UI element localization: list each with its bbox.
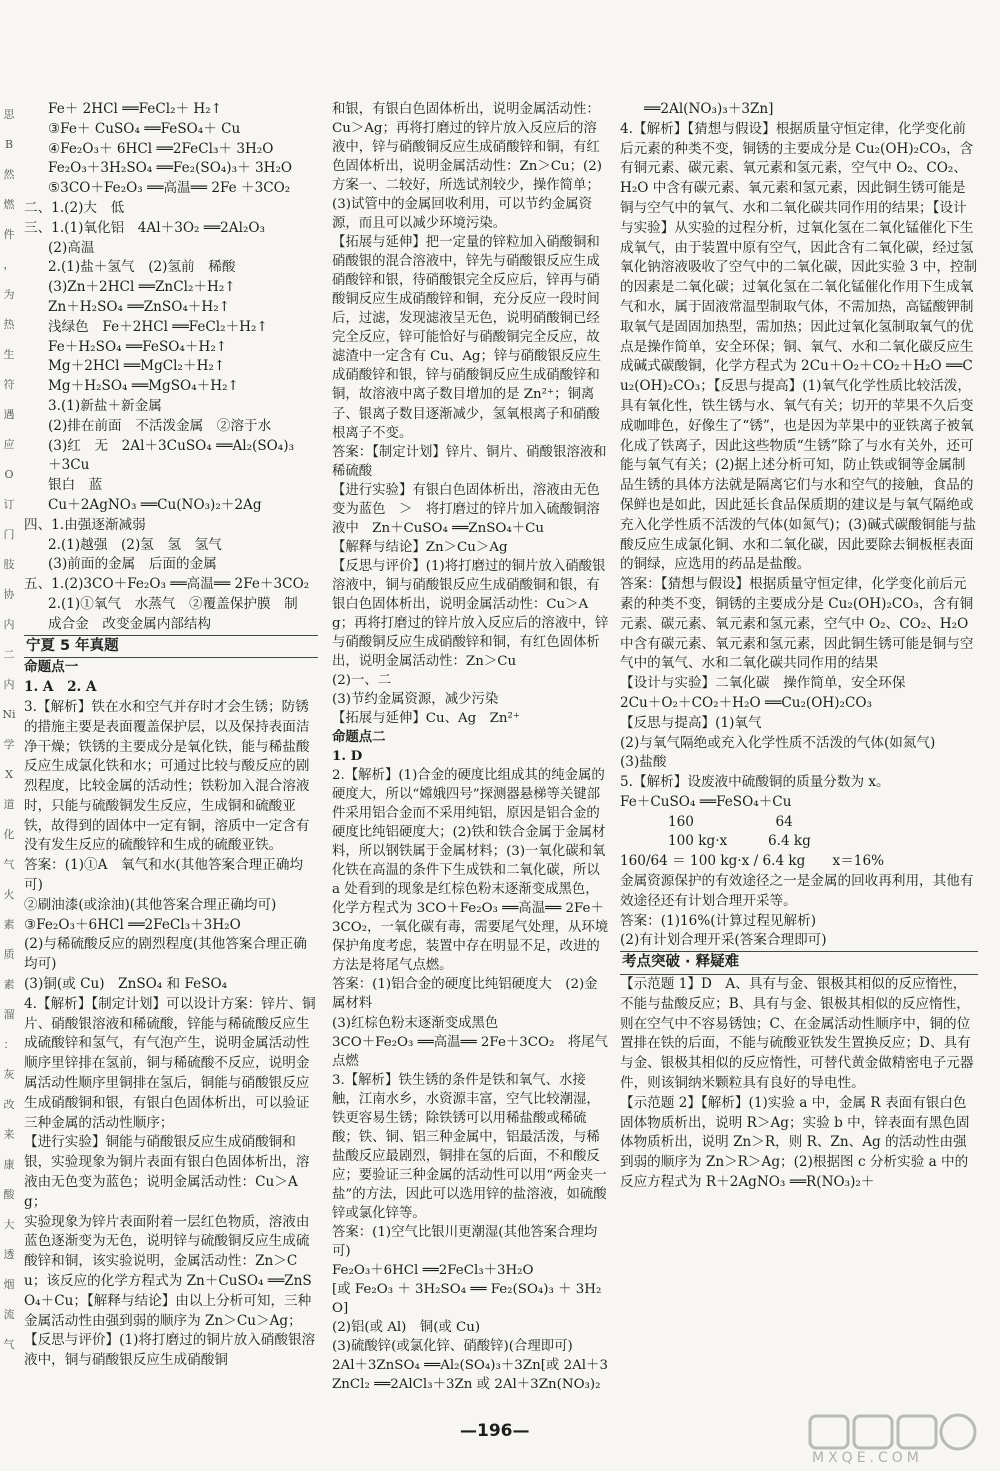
margin-glyph: 思 xyxy=(3,108,15,121)
text-line: ④Fe₂O₃＋ 6HCl ══2FeCl₃＋ 3H₂O xyxy=(48,140,274,157)
margin-glyph: 气 xyxy=(3,858,15,871)
watermark-text: MXQE.COM xyxy=(812,1450,923,1466)
text-line: 3.(1)新盐＋新金属 xyxy=(48,397,162,414)
text-line: ③Fe₂O₃＋6HCl ══2FeCl₃＋3H₂O xyxy=(24,916,241,933)
page-number: —196— xyxy=(460,1421,530,1441)
column-1 xyxy=(24,100,318,1371)
text-line: 【拓展与延伸】把一定量的锌粒加入硝酸铜和硝酸银的混合溶液中，锌先与硝酸银反应生成硝酸锌和银，待硝酸银完全反应后，锌再与硝酸铜反应生成硝酸锌和铜，充分反应一段时间后，过滤，发现滤液呈无色，说明硝酸铜已经完全反应，锌可能恰好与硝酸铜完全反应，故滤渣中一定含有 Cu、Ag；锌与硝酸银反应生成硝酸锌和银，锌与硝酸铜反应生成硝酸锌和铜，故溶液中离子数目增加的是 Zn²⁺；铜离子、银离子数目逐渐减少，氢氧根离子和硝酸根离子不变。 xyxy=(332,235,602,441)
margin-glyph: 件 xyxy=(3,228,15,241)
text-line: Zn＋H₂SO₄ ══ZnSO₄＋H₂↑ xyxy=(48,298,231,315)
section-title: 考点突破 · 释疑难 xyxy=(620,951,978,975)
margin-glyph: 订 xyxy=(3,498,15,511)
margin-glyph: 学 xyxy=(3,738,15,751)
text-line: (2)铝(或 Al) 铜(或 Cu) xyxy=(332,1320,481,1335)
text-line: 答案：(1)铝合金的硬度比纯铝硬度大 (2)金属材料 xyxy=(332,977,598,1012)
margin-glyph: 气 xyxy=(3,1338,15,1351)
text-line: 【示范题 1】D A、具有与金、银极其相似的反应惰性，不能与盐酸反应；B、具有与金、银极其相似的反应惰性，则在空气中不容易锈蚀；C、在金属活动性顺序中，铜的位置排在铁的后面，不能与硫酸亚铁发生置换反应；D、具有与金、银极其相似的反应惰性，可替代黄金做精密电子元器件，则该铜纳米颗粒具有良好的导电性。 xyxy=(620,976,974,1092)
text-line: 银白 蓝 xyxy=(48,477,103,494)
margin-glyph: 流 xyxy=(3,1308,15,1321)
margin-glyph: ， xyxy=(3,258,15,271)
margin-glyph: 为 xyxy=(3,288,15,301)
text-line: (3)铜(或 Cu) ZnSO₄ 和 FeSO₄ xyxy=(24,976,228,993)
margin-glyph: 符 xyxy=(3,378,15,391)
text-line: 【进行实验】有银白色固体析出，溶液由无色变为蓝色 ＞ 将打磨过的锌片加入硫酸铜溶液中 Zn＋CuSO₄ ══ZnSO₄＋Cu xyxy=(332,482,600,536)
margin-glyph: B xyxy=(4,138,14,151)
margin-glyph: 烟 xyxy=(3,1278,15,1291)
margin-glyph: 质 xyxy=(3,948,15,961)
margin-glyph: 改 xyxy=(3,1098,15,1111)
text-line: (2)高温 xyxy=(48,239,95,256)
text-line: (3)Zn＋2HCl ══ZnCl₂＋H₂↑ xyxy=(48,279,236,296)
text-line: 答案：(1)①A 氧气和水(其他答案合理正确均可) xyxy=(24,857,304,894)
text-line: (2)有计划合理开采(答案合理即可) xyxy=(620,932,827,949)
text-line: [或 Fe₂O₃ ＋ 3H₂SO₄ ══ Fe₂(SO₄)₃ ＋ 3H₂O] xyxy=(332,1281,602,1316)
margin-glyph: 内 xyxy=(3,678,15,691)
text-line: ②刷油漆(或涂油)(其他答案合理正确均可) xyxy=(24,896,277,913)
text-line: 2.(1)越强 (2)氢 氢 氢气 xyxy=(48,536,222,553)
text-line: ＋3Cu xyxy=(48,457,90,474)
margin-glyph: 素 xyxy=(3,918,15,931)
margin-glyph: 遇 xyxy=(3,408,15,421)
margin-glyph: 火 xyxy=(3,888,15,901)
text-line: 5.【解析】设废液中硫酸铜的质量分数为 x。 xyxy=(620,774,890,791)
margin-glyph: Ni xyxy=(2,708,16,721)
margin-glyph: 热 xyxy=(3,318,15,331)
column-3 xyxy=(620,100,978,1193)
text-line: Fe＋H₂SO₄ ══FeSO₄＋H₂↑ xyxy=(48,338,228,355)
left-margin-bleed xyxy=(0,100,18,1400)
text-line: 2Cu＋O₂＋CO₂＋H₂O ══Cu₂(OH)₂CO₃ xyxy=(620,694,872,711)
text-line: 【解释与结论】Zn＞Cu＞Ag xyxy=(332,539,508,555)
text-line: (3)红棕色粉末逐渐变成黑色 xyxy=(332,1015,499,1031)
margin-glyph: 应 xyxy=(3,438,15,451)
margin-glyph: O xyxy=(4,468,14,481)
text-line: ⑤3CO＋Fe₂O₃ ══高温══ 2Fe ＋3CO₂ xyxy=(48,180,291,197)
text-line: (3)前面的金属 后面的金属 xyxy=(48,556,217,573)
text-line: 160/64 ＝ 100 kg·x / 6.4 kg x＝16% xyxy=(620,853,885,870)
text-line: 1. A 2. A xyxy=(24,679,97,696)
text-line: (3)盐酸 xyxy=(620,754,667,771)
text-line: Mg＋2HCl ══MgCl₂＋H₂↑ xyxy=(48,358,226,375)
text-line: (2)一、二 xyxy=(332,672,392,688)
margin-glyph: 燃 xyxy=(3,198,15,211)
text-line: 四、1.由强逐渐减弱 xyxy=(24,516,146,533)
text-line: 3CO＋Fe₂O₃ ══高温══ 2Fe＋3CO₂ 将尾气点燃 xyxy=(332,1034,608,1069)
text-line: ③Fe＋ CuSO₄ ══FeSO₄＋ Cu xyxy=(48,120,241,137)
text-line: 【反思与提高】(1)氧气 xyxy=(620,714,762,731)
text-line: Fe＋CuSO₄ ══FeSO₄＋Cu xyxy=(620,793,792,810)
text-line: 和银，有银白色固体析出，说明金属活动性：Cu＞Ag；再将打磨过的锌片放入反应后的溶液中，锌与硝酸铜反应生成硝酸锌和铜，有红色固体析出，说明金属活动性：Zn＞Cu；(2)方案一、二较好，所选试剂较少，操作简单；(3)试管中的金属回收利用，可以节约金属资源，而且可以减少环境污染。 xyxy=(332,102,603,232)
margin-glyph: 康 xyxy=(3,1158,15,1171)
text-line: Cu＋2AgNO₃ ══Cu(NO₃)₂＋2Ag xyxy=(48,496,262,513)
text-line: Mg＋H₂SO₄ ══MgSO₄＋H₂↑ xyxy=(48,378,239,395)
margin-glyph: 灰 xyxy=(3,1068,15,1081)
text-line: 160 64 xyxy=(668,813,793,830)
text-line: 二、1.(2)大 低 xyxy=(24,199,125,216)
margin-glyph: 溜 xyxy=(3,1008,15,1021)
margin-glyph: 内 xyxy=(3,618,15,631)
text-line: (2)排在前面 不活泼金属 ②溶于水 xyxy=(48,417,272,434)
text-line: 【示范题 2】【解析】(1)实验 a 中，金属 R 表面有银白色固体物质析出，说明 R＞Ag；实验 b 中，锌表面有黑色固体物质析出，说明 Zn＞R，则 R、Zn、Ag 的活动性由强到弱的顺序为 Zn＞R＞Ag；(2)根据图 c 分析实验 a 中的反应方程式为 R＋2AgNO₃ ══R(NO₃)₂＋ xyxy=(620,1094,970,1191)
margin-glyph: 道 xyxy=(3,798,15,811)
section-title: 宁夏 5 年真题 xyxy=(24,635,318,659)
text-line: 命题点一 xyxy=(24,659,79,676)
margin-glyph: 透 xyxy=(3,1248,15,1261)
text-line: 【拓展与延伸】Cu、Ag Zn²⁺ xyxy=(332,711,520,726)
text-line: (2)与氧气隔绝或充入化学性质不活泼的气体(如氮气) xyxy=(620,734,936,751)
text-line: 【反思与评价】(1)将打磨过的铜片放入硝酸银溶液中，铜与硝酸银反应生成硝酸铜和银，有银白色固体析出，说明金属活动性：Cu＞Ag；再将打磨过的锌片放入反应后的溶液中，锌与硝酸铜反应生成硝酸锌和铜，有红色固体析出，说明金属活动性：Zn＞Cu xyxy=(332,558,609,669)
text-line: Fe₂O₃＋6HCl ══2FeCl₃＋3H₂O xyxy=(332,1262,534,1278)
text-line: (3)硫酸锌(或氯化锌、硝酸锌)(合理即可) xyxy=(332,1339,573,1355)
text-line: 浅绿色 Fe＋2HCl ══FeCl₂＋H₂↑ xyxy=(48,318,268,335)
text-line: 2.【解析】(1)合金的硬度比组成其的纯金属的硬度大，所以“嫦娥四号”探测器悬梯等关键部件采用铝合金而不采用纯铝，原因是铝合金的硬度比纯铝硬度大；(2)铁和铁合金属于金属材料，所以钢铁属于金属材料；(3)一氧化碳和氧化铁在高温的条件下生成铁和二氧化碳，所以 a 处看到的现象是红棕色粉末逐渐变成黑色，化学方程式为 3CO＋Fe₂O₃ ══高温══ 2Fe＋3CO₂，一氧化碳有毒，需要尾气处理，从环境保护角度考虑，装置中存在明显不足，改进的方法是将尾气点燃。 xyxy=(332,768,609,974)
margin-glyph: ： xyxy=(3,1038,15,1051)
margin-glyph: 素 xyxy=(3,978,15,991)
text-line: 2.(1)①氧气 水蒸气 ②覆盖保护膜 制 xyxy=(48,595,298,612)
text-line: 命题点二 xyxy=(332,729,386,746)
watermark-icon xyxy=(808,1412,983,1452)
text-line: 三、1.(1)氧化铝 4Al＋3O₂ ══2Al₂O₃ xyxy=(24,219,265,236)
text-line: 答案：【猜想与假设】根据质量守恒定律，化学变化前后元素的种类不变，铜锈的主要成分是 Cu₂(OH)₂CO₃，含有铜元素、碳元素、氧元素和氢元素，空气中 O₂、CO₂、H₂O 中含有碳元素、氧元素和氢元素，因此铜生锈可能是铜与空气中的氧气、水和二氧化碳共同作用的结果 xyxy=(620,576,974,672)
margin-glyph: 大 xyxy=(3,1218,15,1231)
text-line: Fe＋ 2HCl ══FeCl₂＋ H₂↑ xyxy=(48,101,223,117)
text-line: 答案：(1)空气比银川更潮湿(其他答案合理均可) xyxy=(332,1224,598,1259)
text-line: 2.(1)盐＋氢气 (2)氢前 稀酸 xyxy=(48,259,236,276)
text-line: Fe₂O₃＋3H₂SO₄ ══Fe₂(SO₄)₃＋ 3H₂O xyxy=(48,160,293,177)
text-line: (3)节约金属资源，减少污染 xyxy=(332,691,499,707)
text-line: 1. D xyxy=(332,748,363,765)
text-line: 4.【解析】【猜想与假设】根据质量守恒定律，化学变化前后元素的种类不变，铜锈的主要成分是 Cu₂(OH)₂CO₃，含有铜元素、碳元素、氧元素和氢元素，空气中 O₂、CO₂、H₂O 中含有碳元素、氧元素和氢元素，因此铜生锈可能是铜与空气中的氧气、水和二氧化碳共同作用的结果；【设计与实验】从实验的过程分析，过氧化氢在二氧化锰催化下生成氧气，由于装置中原有空气，因此含有二氧化碳，经过氢氧化钠溶液吸收了空气中的二氧化碳，因此实验 3 中，控制的因素是二氧化碳；过氧化氢在二氧化锰催化作用下生成氧气和水，属于固液常温型制取气体，不需加热，高锰酸钾制取氧气是固固加热型，需加热；因此过氧化氢制取氧气的优点是操作简单，安全环保；铜、氧气、水和二氧化碳反应生成碱式碳酸铜，化学方程式为 2Cu＋O₂＋CO₂＋H₂O ══Cu₂(OH)₂CO₃；【反思与提高】(1)氧气化学性质比较活泼，具有氧化性，铁生锈与水、氧气有关；切开的苹果不久后变成咖啡色，好像生了“锈”，也是因为苹果中的亚铁离子被氧化成了铁离子，因此这些物质“生锈”除了与水有关外，还可能与氧气有关；(2)据上述分析可知，防止铁或铜等金属制品生锈的具体方法就是隔离它们与水和空气的接触，食品的保鲜也是如此，因此延长食品保质期的建议是与氧气隔绝或充入化学性质不活泼的气体(如氮气)；(3)碱式碳酸铜能与盐酸反应生成氯化铜、水和二氧化碳，因此要除去铜板框表面的铜绿，应选用的药品是盐酸。 xyxy=(620,120,978,573)
watermark-logo xyxy=(808,1412,983,1468)
margin-glyph: 化 xyxy=(3,828,15,841)
margin-glyph: 协 xyxy=(3,588,15,601)
margin-glyph: 生 xyxy=(3,348,15,361)
text-line: 100 kg·x 6.4 kg xyxy=(668,833,811,850)
margin-glyph: 酸 xyxy=(3,1188,15,1201)
margin-glyph: 肢 xyxy=(3,558,15,571)
text-line: 2Al＋3ZnSO₄ ══Al₂(SO₄)₃＋3Zn[或 2Al＋3ZnCl₂ ══2AlCl₃＋3Zn 或 2Al＋3Zn(NO₃)₂ xyxy=(332,1358,608,1393)
text-line: (3)红 无 2Al＋3CuSO₄ ══Al₂(SO₄)₃ xyxy=(48,437,295,454)
text-line: ══2Al(NO₃)₃＋3Zn] xyxy=(644,101,774,117)
margin-glyph: 二 xyxy=(3,648,15,661)
text-line: 答案：【制定计划】锌片、铜片、硝酸银溶液和稀硫酸 xyxy=(332,444,607,479)
text-line: 4.【解析】【制定计划】可以设计方案：锌片、铜片、硝酸银溶液和稀硫酸，锌能与稀硫酸反应生成硫酸锌和氢气，有气泡产生，说明金属活动性顺序里锌排在氢前，铜与稀硫酸不反应，说明金属活动性顺序里铜排在氢后，铜能与硝酸银反应生成硝酸铜和银，有银白色固体析出，可以验证三种金属的活动性顺序； xyxy=(24,995,316,1131)
text-line: 3.【解析】铁生锈的条件是铁和氧气、水接触，江南水乡，水资源丰富，空气比较潮湿，铁更容易生锈；除铁锈可以用稀盐酸或稀硫酸；铁、铜、铝三种金属中，铝最活泼，与稀盐酸反应最剧烈，铜排在氢的后面，不和酸反应；要验证三种金属的活动性可以用“两金夹一盐”的方法，因此可以选用锌的盐溶液，如硫酸锌或氯化锌等。 xyxy=(332,1072,607,1221)
text-line: 金属资源保护的有效途径之一是金属的回收再利用，其他有效途径还有计划合理开采等。 xyxy=(620,873,974,909)
text-line: 实验现象为锌片表面附着一层红色物质，溶液由蓝色逐渐变为无色，说明锌与硫酸铜反应生成硫酸锌和铜，该实验说明，金属活动性：Zn＞Cu；该反应的化学方程式为 Zn＋CuSO₄ ══ZnSO₄＋Cu；【解释与结论】由以上分析可知，三种金属活动性由强到弱的顺序为 Zn＞Cu＞Ag；【反思与评价】(1)将打磨过的铜片放入硝酸银溶液中，铜与硝酸银反应生成硝酸铜 xyxy=(24,1213,316,1369)
text-line: 3.【解析】铁在水和空气并存时才会生锈；防锈的措施主要是表面覆盖保护层，以及保持表面洁净干燥；铁锈的主要成分是氧化铁，能与稀盐酸反应生成氯化铁和水；可通过比较与酸反应的剧烈程度，比较金属的活动性；铁粉加入混合溶液时，只能与硫酸铜发生反应，生成铜和硫酸亚铁，故得到的固体中一定有铜，溶质中一定含有没有发生反应的硫酸锌和生成的硫酸亚铁。 xyxy=(24,698,310,854)
margin-glyph: 来 xyxy=(3,1128,15,1141)
text-line: 五、1.(2)3CO＋Fe₂O₃ ══高温══ 2Fe＋3CO₂ xyxy=(24,576,310,593)
text-line: (2)与稀硫酸反应的剧烈程度(其他答案合理正确均可) xyxy=(24,936,307,973)
margin-glyph: X xyxy=(5,768,13,781)
text-line: 答案：(1)16%(计算过程见解析) xyxy=(620,912,817,929)
margin-glyph: 门 xyxy=(3,528,15,541)
text-line: 成合金 改变金属内部结构 xyxy=(48,615,212,632)
margin-glyph: 然 xyxy=(3,168,15,181)
text-line: 【进行实验】铜能与硝酸银反应生成硝酸铜和银，实验现象为铜片表面有银白色固体析出，溶液由无色变为蓝色；说明金属活动性：Cu＞Ag； xyxy=(24,1134,310,1210)
column-2 xyxy=(332,100,610,1394)
text-line: 【设计与实验】二氧化碳 操作简单，安全环保 xyxy=(620,675,906,692)
